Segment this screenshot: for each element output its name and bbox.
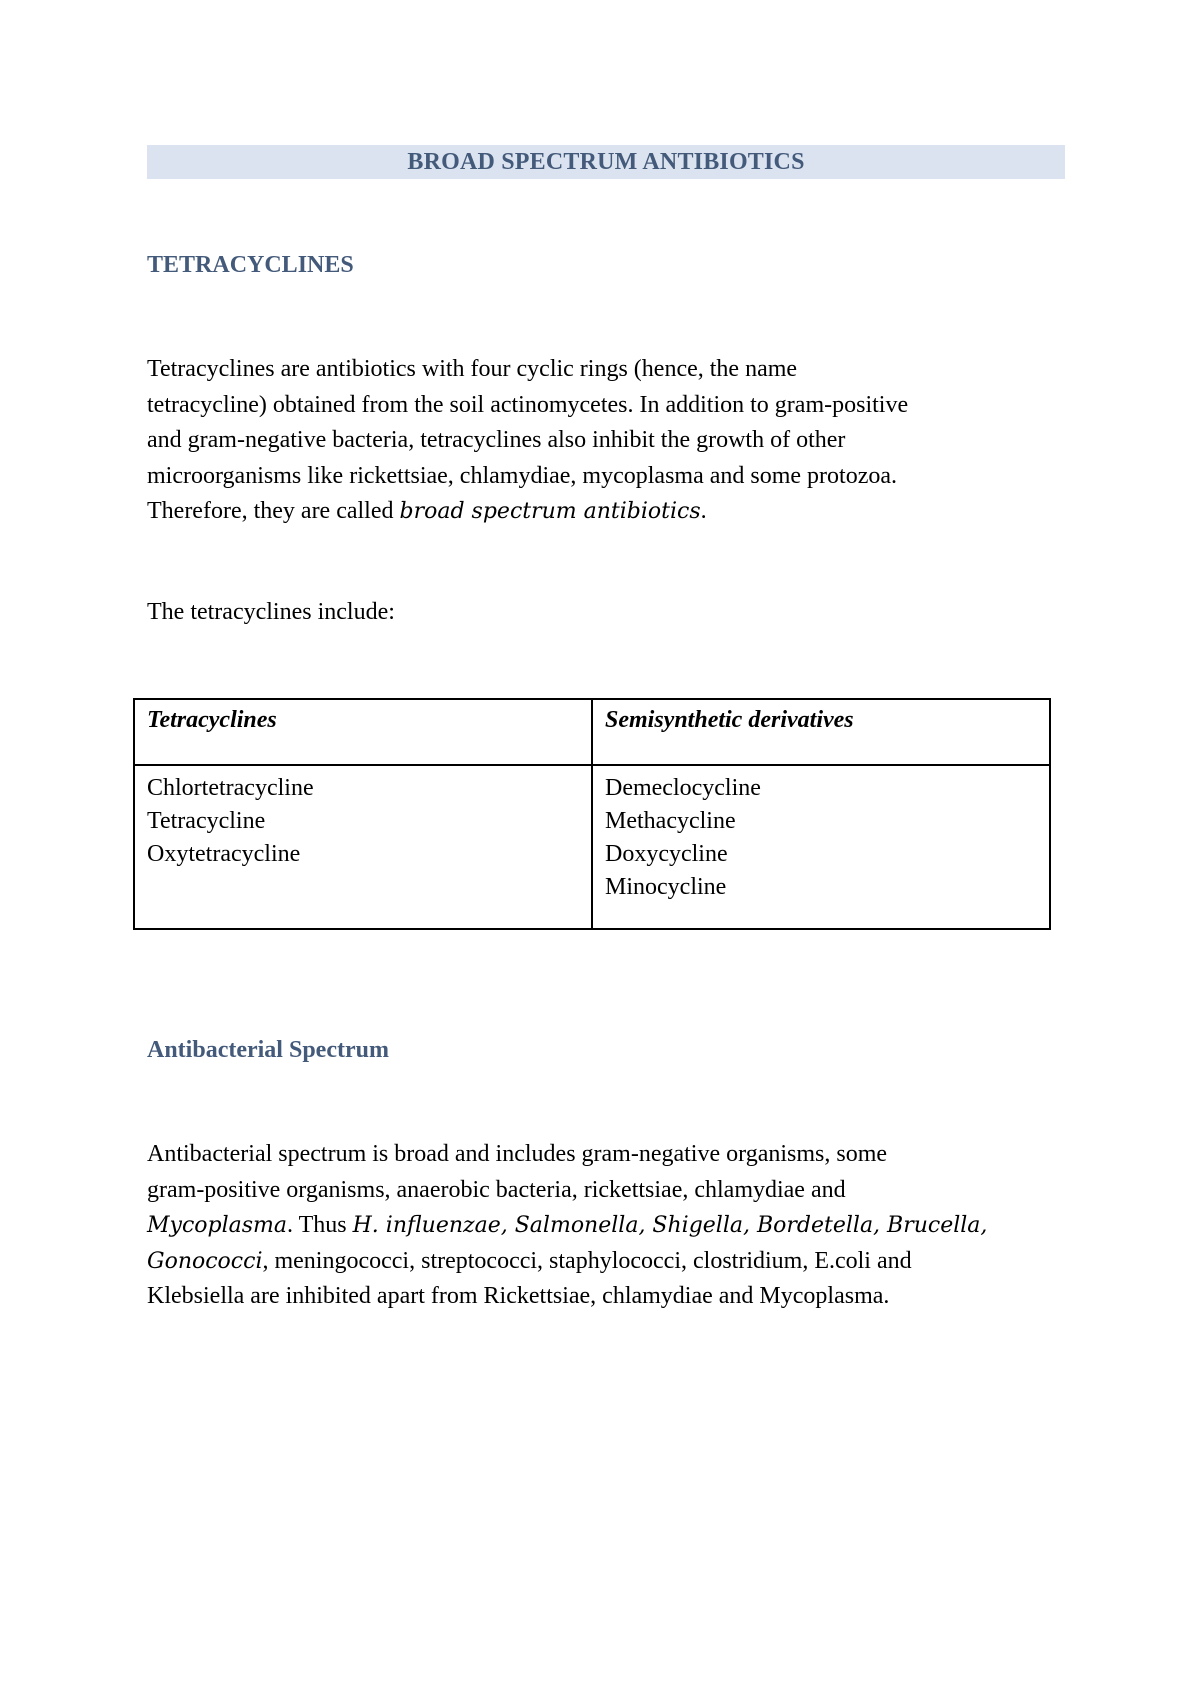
header-label: Tetracyclines xyxy=(147,707,277,733)
section-heading-tetracyclines: TETRACYCLINES xyxy=(147,252,354,278)
table-cell-semisynthetic xyxy=(593,766,1049,928)
document-title: BROAD SPECTRUM ANTIBIOTICS xyxy=(147,145,1065,179)
spectrum-line: Klebsiella are inhibited apart from Rickettsiae, chlamydiae and Mycoplasma. xyxy=(147,1283,890,1309)
table-item: Methacycline xyxy=(605,808,736,834)
spectrum-text: . Thus xyxy=(287,1212,353,1238)
intro-last-prefix: Therefore, they are called xyxy=(147,498,400,524)
table-item: Tetracycline xyxy=(147,808,266,834)
intro-line: Tetracyclines are antibiotics with four cyclic rings (hence, the name xyxy=(147,356,798,382)
spectrum-text: , meningococci, streptococci, staphylococci, clostridium, E.coli and xyxy=(262,1247,912,1274)
broad-spectrum-term: broad spectrum antibiotics xyxy=(399,499,701,524)
include-paragraph xyxy=(147,595,1077,631)
table-item: Chlortetracycline xyxy=(147,775,314,801)
spectrum-paragraph xyxy=(147,1137,1077,1315)
table-item: Demeclocycline xyxy=(605,775,761,801)
table-header-tetracyclines xyxy=(135,700,593,766)
spectrum-line: gram-positive organisms, anaerobic bacteria, rickettsiae, chlamydiae and xyxy=(147,1176,846,1203)
intro-last-suffix: . xyxy=(700,498,707,524)
organism-italic: Mycoplasma xyxy=(147,1213,288,1238)
spectrum-line xyxy=(147,1208,1077,1244)
intro-line: microorganisms like rickettsiae, chlamydiae, mycoplasma and some protozoa. xyxy=(147,462,897,489)
table-item: Doxycycline xyxy=(605,841,728,867)
include-text: The tetracyclines include: xyxy=(147,599,395,625)
table-item: Minocycline xyxy=(605,874,727,900)
section-heading-antibacterial-spectrum: Antibacterial Spectrum xyxy=(147,1037,389,1063)
intro-paragraph xyxy=(147,352,1077,530)
organism-italic: H. influenzae, Salmonella, Shigella, Bordetella, Brucella, xyxy=(352,1213,988,1238)
spectrum-line xyxy=(147,1244,1077,1280)
organism-italic: Gonococci xyxy=(147,1248,263,1274)
tetracyclines-table xyxy=(133,698,1051,930)
spectrum-line: Antibacterial spectrum is broad and includes gram-negative organisms, some xyxy=(147,1141,888,1167)
table-cell-tetracyclines xyxy=(135,766,593,928)
table-header-semisynthetic xyxy=(593,700,1049,766)
intro-line: tetracycline) obtained from the soil actinomycetes. In addition to gram-positive xyxy=(147,391,909,418)
table-item: Oxytetracycline xyxy=(147,841,301,867)
header-label: Semisynthetic derivatives xyxy=(605,707,854,733)
intro-line: and gram-negative bacteria, tetracyclines also inhibit the growth of other xyxy=(147,427,846,453)
intro-line-last xyxy=(147,494,1077,530)
